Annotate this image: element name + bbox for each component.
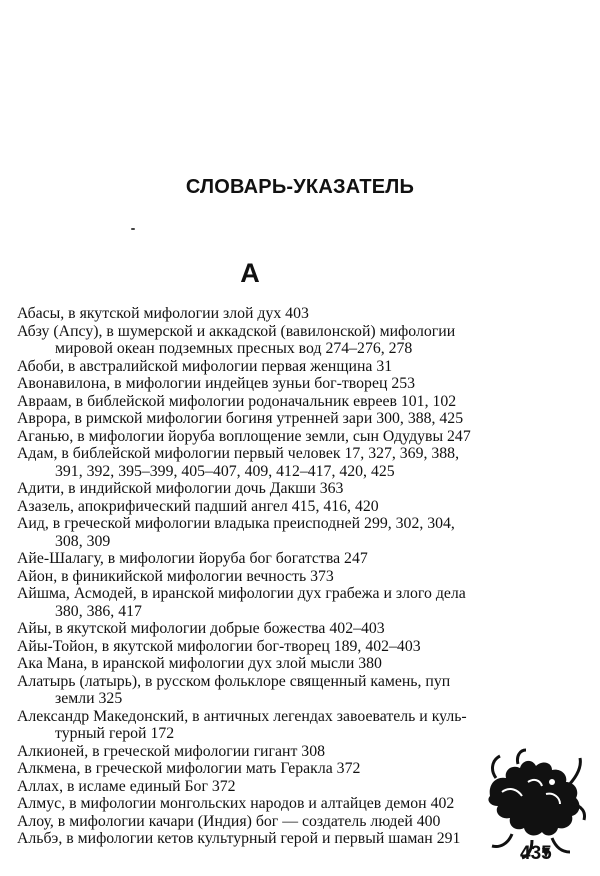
index-entry xyxy=(17,708,467,743)
index-entry xyxy=(17,585,467,620)
index-entry-text: Абоби, в австралийской мифологии первая женщина 31 xyxy=(17,357,393,375)
index-entry-text: Алкионей, в греческой мифологии гигант 308 xyxy=(17,742,325,760)
index-entry xyxy=(17,323,467,358)
index-entry-text: Альбэ, в мифологии кетов культурный герой и первый шаман 291 xyxy=(17,830,461,847)
index-entry-text: Адити, в индийской мифологии дочь Дакши 363 xyxy=(17,480,344,497)
index-entry-text: Азазель, апокрифический падший ангел 415, 416, 420 xyxy=(17,497,379,515)
index-entry xyxy=(17,410,467,428)
index-entry-text: Аганью, в мифологии йоруба воплощение земли, сын Одудувы 247 xyxy=(17,427,471,445)
index-entry-text: Айы-Тойон, в якутской мифологии бог-творец 189, 402–403 xyxy=(17,637,421,655)
index-entry-continuation: 308, 309 xyxy=(55,532,111,550)
index-entry-text: Алатырь (латырь), в русском фольклоре священный камень, пуп xyxy=(17,672,451,690)
index-entry-list xyxy=(17,305,471,848)
index-entry xyxy=(17,480,467,498)
page-number: 435 xyxy=(520,843,552,864)
index-entry xyxy=(17,550,467,568)
index-entry xyxy=(17,760,467,778)
index-entry-continuation: земли 325 xyxy=(55,690,123,707)
index-entry-text: Алкмена, в греческой мифологии мать Геракла 372 xyxy=(17,760,361,777)
index-entry-text: Абзу (Апсу), в шумерской и аккадской (вавилонской) мифологии xyxy=(17,322,456,340)
index-entry xyxy=(17,445,467,480)
index-entry xyxy=(17,795,467,813)
index-entry xyxy=(17,568,467,586)
index-entry xyxy=(17,743,467,761)
index-entry xyxy=(17,620,467,638)
index-entry xyxy=(17,393,467,411)
index-entry xyxy=(17,498,467,516)
index-entry xyxy=(17,375,467,393)
index-entry-text: Абасы, в якутской мифологии злой дух 403 xyxy=(17,305,309,322)
section-letter: А xyxy=(240,258,260,288)
index-entry-text: Аврора, в римской мифологии богиня утренней зари 300, 388, 425 xyxy=(17,410,464,427)
index-entry xyxy=(17,427,471,446)
index-entry-text: Авонавилона, в мифологии индейцев зуньи бог-творец 253 xyxy=(17,375,416,392)
index-entry xyxy=(17,655,467,673)
index-entry-text: Александр Македонский, в античных легендах завоеватель и куль- xyxy=(17,707,467,725)
print-speck xyxy=(131,228,135,230)
page-title: СЛОВАРЬ-УКАЗАТЕЛЬ xyxy=(185,176,415,198)
index-entry xyxy=(17,515,467,550)
index-entry xyxy=(17,358,467,376)
index-entry xyxy=(17,673,467,708)
index-entry-continuation: 391, 392, 395–399, 405–407, 409, 412–417, 420, 425 xyxy=(55,462,395,480)
index-entry-text: Айон, в финикийской мифологии вечность 373 xyxy=(17,567,334,585)
index-entry-text: Айы, в якутской мифологии добрые божества 402–403 xyxy=(17,620,385,637)
index-entry xyxy=(17,813,467,831)
index-entry xyxy=(17,778,467,796)
index-entry-continuation: 380, 386, 417 xyxy=(55,602,142,620)
index-entry-text: Ака Мана, в иранской мифологии дух злой мысли 380 xyxy=(17,655,382,672)
index-entry xyxy=(17,305,467,323)
index-entry-text: Адам, в библейской мифологии первый человек 17, 327, 369, 388, xyxy=(17,445,460,462)
index-entry-text: Айшма, Асмодей, в иранской мифологии дух грабежа и злого дела xyxy=(17,585,466,602)
index-entry-continuation: турный герой 172 xyxy=(55,725,175,742)
index-entry-text: Алоу, в мифологии качари (Индия) бог — создатель людей 400 xyxy=(17,812,441,830)
index-entry xyxy=(17,638,467,656)
index-entry-continuation: мировой океан подземных пресных вод 274–276, 278 xyxy=(55,340,413,357)
index-entry-text: Авраам, в библейской мифологии родоначальник евреев 101, 102 xyxy=(17,392,457,410)
index-entry-text: Аид, в греческой мифологии владыка преисподней 299, 302, 304, xyxy=(17,515,455,532)
index-entry-text: Айе-Шалагу, в мифологии йоруба бог богатства 247 xyxy=(17,550,368,567)
index-entry xyxy=(17,830,467,848)
index-entry-text: Алмус, в мифологии монгольских народов и алтайцев демон 402 xyxy=(17,795,455,812)
index-entry-text: Аллах, в исламе единый Бог 372 xyxy=(17,777,236,795)
